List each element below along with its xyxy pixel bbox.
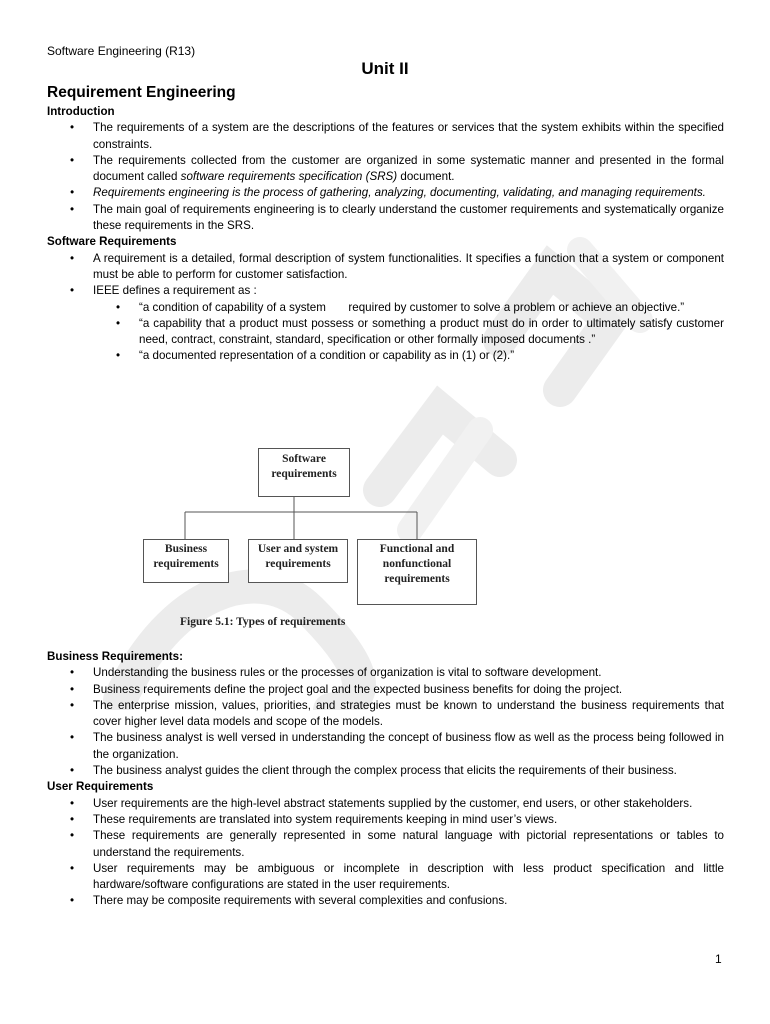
ieee-definition: • “a documented representation of a condition or capability as in (1) or (2).” <box>93 348 724 364</box>
user-requirements-heading: User Requirements <box>47 780 154 794</box>
srs-text-post: document. <box>397 170 455 184</box>
list-item: • User requirements may be ambiguous or incomplete in description with less product specification and little hardware/software configurations are stated in the user requirements. <box>47 861 724 894</box>
business-requirements-heading: Business Requirements: <box>47 650 183 663</box>
introduction-heading: Introduction <box>47 105 115 118</box>
box-line: requirements <box>153 558 219 570</box>
user-system-requirements-box <box>248 539 348 583</box>
srs-text-pre: The requirements collected from the customer are organized in some systematic manner and presented in the formal document called <box>93 153 724 184</box>
list-item: • These requirements are generally represented in some natural language with pictorial representations or tables to understand the requirements. <box>47 828 724 861</box>
intro-section <box>47 104 724 365</box>
box-line: Business <box>164 543 208 555</box>
unit-title: Unit II <box>361 59 409 78</box>
box-line: User and system <box>257 543 339 555</box>
business-requirements-box <box>143 539 229 583</box>
user-requirements-list <box>47 796 724 910</box>
functional-nonfunctional-box <box>357 539 477 605</box>
list-item: • These requirements are translated into system requirements keeping in mind user’s views. <box>47 812 724 828</box>
list-item: • User requirements are the high-level abstract statements supplied by the customer, end users, or other stakeholders. <box>47 796 724 812</box>
list-item: • The business analyst is well versed in understanding the concept of business flow as well as the process being followed in the organization. <box>47 730 724 763</box>
list-item: • Requirements engineering is the process of gathering, analyzing, documenting, validating, and managing requirements. <box>47 185 724 201</box>
srs-term: software requirements specification (SRS) <box>180 170 398 184</box>
list-item: • The requirements of a system are the descriptions of the features or services that the system exhibits within the specified constraints. <box>47 120 724 153</box>
ieee-definition: • “a condition of capability of a system required by customer to solve a problem or achieve an objective.” <box>93 300 724 316</box>
ieee-intro: • IEEE defines a requirement as : <box>93 284 257 298</box>
list-item: • The main goal of requirements engineering is to clearly understand the customer requirements and systematically organize these requirements in the SRS. <box>47 202 724 235</box>
running-header: Software Engineering (R13) <box>47 44 196 58</box>
ieee-definition: • “a capability that a product must possess or something a product must do in order to ultimately satisfy customer need, contract, constraint, standard, specification or other formally imposed documents .” <box>93 316 724 349</box>
list-item: • Understanding the business rules or the processes of organization is vital to software development. <box>47 665 724 681</box>
box-line: requirements <box>384 573 450 585</box>
list-item: • Business requirements define the project goal and the expected business benefits for doing the project. <box>47 682 724 698</box>
box-line: Functional and <box>379 543 455 555</box>
chapter-title: Requirement Engineering <box>47 84 236 101</box>
box-line: Software <box>282 453 326 465</box>
list-item: • There may be composite requirements with several complexities and confusions. <box>47 893 724 909</box>
software-requirements-heading: Software Requirements <box>47 235 177 249</box>
list-item: • A requirement is a detailed, formal description of system functionalities. It specifies a function that a system or component must be able to perform for customer satisfaction. <box>47 251 724 284</box>
ieee-definitions-list <box>93 300 724 365</box>
figure-caption: Figure 5.1: Types of requirements <box>180 616 346 628</box>
box-line: requirements <box>265 558 331 570</box>
box-line: nonfunctional <box>382 558 452 570</box>
requirements-diagram <box>137 440 487 640</box>
business-user-section <box>47 649 724 910</box>
box-line: requirements <box>271 468 337 480</box>
software-requirements-box <box>258 448 350 497</box>
list-item <box>47 153 724 186</box>
page-number: 1 <box>715 952 722 966</box>
software-requirements-list <box>47 251 724 365</box>
business-requirements-list <box>47 665 724 779</box>
introduction-list <box>47 120 724 234</box>
list-item: • The business analyst guides the client through the complex process that elicits the requirements of their business. <box>47 763 724 779</box>
list-item: • The enterprise mission, values, priorities, and strategies must be known to understand the business requirements that cover higher level data models and scope of the models. <box>47 698 724 731</box>
list-item <box>47 283 724 364</box>
